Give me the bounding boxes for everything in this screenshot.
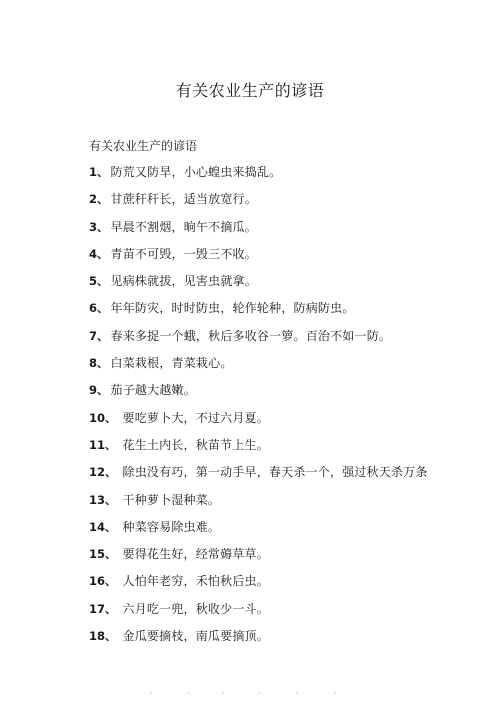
proverb-text: 要得花生好，经常薅草草。 <box>122 547 269 562</box>
proverb-number: 9 <box>89 383 98 398</box>
proverb-text: 青苗不可毁，一毁三不收。 <box>110 246 257 261</box>
proverb-text: 早晨不割烟，晌午不摘瓜。 <box>110 219 257 234</box>
faint-mark <box>222 692 224 694</box>
proverb-number: 7 <box>89 328 98 343</box>
list-item <box>89 300 489 327</box>
proverb-separator: 、 <box>97 328 109 343</box>
proverb-separator: 、 <box>97 383 109 398</box>
proverb-number: 17 <box>89 601 106 616</box>
proverb-separator: 、 <box>105 519 117 534</box>
proverb-number: 18 <box>89 629 106 644</box>
list-item <box>89 191 489 218</box>
proverb-text: 人怕年老穷，禾怕秋后虫。 <box>122 574 269 589</box>
list-item <box>89 164 489 191</box>
proverb-text: 年年防灾，时时防虫，轮作轮种，防病防虫。 <box>110 301 355 316</box>
proverb-separator: 、 <box>97 356 109 371</box>
page-title: 有关农业生产的谚语 <box>175 81 325 100</box>
proverb-separator: 、 <box>97 192 109 207</box>
proverb-separator: 、 <box>97 301 109 316</box>
proverb-text: 见病株就拔，见害虫就拿。 <box>110 274 257 289</box>
proverb-separator: 、 <box>105 629 117 644</box>
page-bottom-marks <box>150 692 350 696</box>
list-item <box>89 437 489 464</box>
list-item <box>89 328 489 355</box>
list-item <box>89 546 489 573</box>
proverb-separator: 、 <box>97 274 109 289</box>
list-item <box>89 382 489 409</box>
proverb-separator: 、 <box>105 465 117 480</box>
proverb-separator: 、 <box>105 410 117 425</box>
faint-mark <box>296 692 298 694</box>
proverb-text: 茄子越大越嫩。 <box>110 383 196 398</box>
proverb-number: 13 <box>89 492 106 507</box>
proverb-text: 春来多捉一个蛾，秋后多收谷一箩。百治不如一防。 <box>110 328 392 343</box>
proverb-number: 12 <box>89 465 106 480</box>
proverb-number: 15 <box>89 547 106 562</box>
proverb-number: 4 <box>89 246 98 261</box>
proverb-number: 3 <box>89 219 98 234</box>
list-item <box>89 246 489 273</box>
proverb-text: 要吃萝卜大，不过六月夏。 <box>122 410 269 425</box>
proverb-number: 8 <box>89 356 98 371</box>
list-item <box>89 492 489 519</box>
proverb-text: 甘蔗秆秆长，适当放宽行。 <box>110 192 257 207</box>
section-heading: 有关农业生产的谚语 <box>89 139 198 153</box>
proverb-text: 金瓜要摘枝，南瓜要摘顶。 <box>122 629 269 644</box>
faint-mark <box>188 692 190 694</box>
proverb-separator: 、 <box>97 219 109 234</box>
proverb-separator: 、 <box>97 165 109 179</box>
list-item <box>89 355 489 382</box>
proverb-separator: 、 <box>105 492 117 507</box>
proverb-text: 六月吃一兜，秋收少一斗。 <box>122 601 269 616</box>
faint-mark <box>150 692 152 694</box>
proverb-separator: 、 <box>105 601 117 616</box>
proverb-text: 防荒又防旱，小心蝗虫来捣乱。 <box>110 165 282 179</box>
proverb-number: 14 <box>89 519 106 534</box>
proverb-number: 2 <box>89 192 98 207</box>
proverb-number: 16 <box>89 574 106 589</box>
proverb-text: 白菜栽根，青菜栽心。 <box>110 356 233 371</box>
proverb-separator: 、 <box>97 246 109 261</box>
list-item <box>89 573 489 600</box>
proverb-number: 1 <box>89 165 98 179</box>
proverb-separator: 、 <box>105 547 117 562</box>
proverb-text: 花生土内长，秋苗节上生。 <box>122 437 269 452</box>
proverb-separator: 、 <box>105 437 117 452</box>
proverb-text: 除虫没有巧，第一动手早，春天杀一个，强过秋天杀万条 <box>122 465 428 480</box>
proverb-number: 10 <box>89 410 106 425</box>
list-item <box>89 464 489 491</box>
proverb-separator: 、 <box>105 574 117 589</box>
proverb-text: 干种萝卜湿种菜。 <box>122 492 221 507</box>
list-item <box>89 219 489 246</box>
list-item <box>89 628 489 655</box>
proverb-list <box>89 164 489 655</box>
proverb-number: 6 <box>89 301 98 316</box>
list-item <box>89 519 489 546</box>
list-item <box>89 273 489 300</box>
proverb-text: 种菜容易除虫难。 <box>122 519 221 534</box>
proverb-number: 11 <box>89 437 106 452</box>
faint-mark <box>334 692 336 694</box>
list-item <box>89 601 489 628</box>
faint-mark <box>258 692 260 694</box>
list-item <box>89 410 489 437</box>
proverb-number: 5 <box>89 274 98 289</box>
